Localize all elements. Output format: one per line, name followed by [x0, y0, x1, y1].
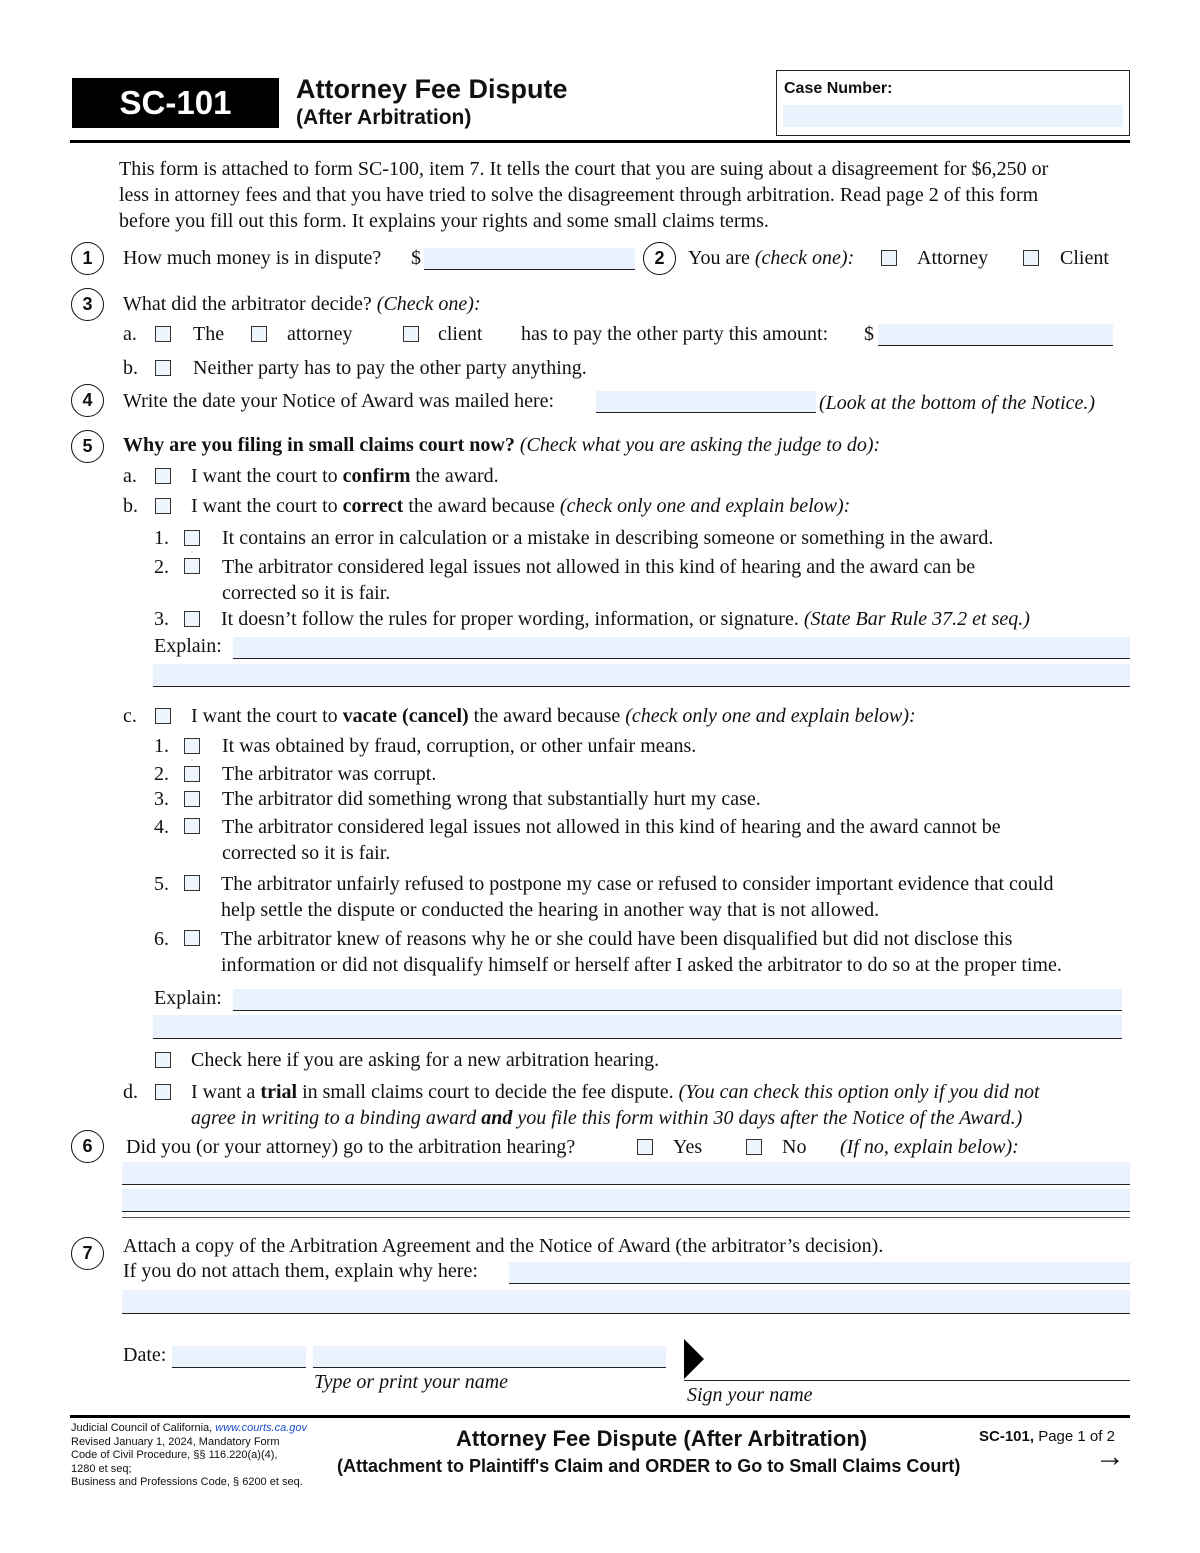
footer-title: Attorney Fee Dispute (After Arbitration) — [456, 1426, 868, 1451]
item-3-number: 3 — [71, 288, 104, 321]
hearing-no-label: No — [782, 1136, 807, 1158]
b-explain-label: Explain: — [154, 635, 222, 657]
item-6-number: 6 — [71, 1130, 104, 1163]
print-name-field[interactable] — [313, 1346, 666, 1368]
item-4-question: Write the date your Notice of Award was mailed here: — [123, 390, 555, 412]
intro-line-2: less in attorney fees and that you have tried to solve the disagreement through arbitration. Read page 2 of this form — [119, 184, 1039, 206]
case-number-label: Case Number: — [784, 80, 893, 97]
next-page-arrow-icon[interactable]: → — [1095, 1440, 1125, 1473]
item-5d-hint-line2 — [191, 1106, 1022, 1130]
item-3b-text: Neither party has to pay the other party anything. — [193, 357, 587, 379]
c4-number: 4. — [154, 816, 169, 838]
c5-text-line1: The arbitrator unfairly refused to postpone my case or refused to consider important evidence that could — [221, 873, 1054, 895]
hearing-yes-checkbox[interactable] — [637, 1139, 653, 1155]
client-checkbox[interactable] — [1023, 250, 1039, 266]
c-explain-label: Explain: — [154, 987, 222, 1009]
item-1-number: 1 — [71, 242, 104, 275]
case-number-field[interactable] — [783, 105, 1123, 127]
item-5c-letter: c. — [123, 705, 137, 727]
footer-council: Judicial Council of California, — [71, 1422, 213, 1434]
hearing-explain-field-2[interactable] — [122, 1189, 1130, 1212]
c2-text: The arbitrator was corrupt. — [222, 763, 437, 785]
c2-number: 2. — [154, 763, 169, 785]
item-5-text: Why are you filing in small claims court now? — [123, 434, 515, 456]
b3-hint: (State Bar Rule 37.2 et seq.) — [803, 608, 1030, 630]
c-explain-field-2[interactable] — [153, 1015, 1122, 1039]
intro-line-3: before you fill out this form. It explains your rights and some small claims terms. — [119, 210, 769, 232]
b3-number: 3. — [154, 608, 169, 630]
item-5d-hint-1: (You can check this option only if you did not — [678, 1081, 1040, 1103]
footer-council-line — [71, 1422, 307, 1436]
form-id: SC-101 — [119, 84, 232, 121]
item-5-hint: (Check what you are asking the judge to do): — [519, 434, 881, 456]
date-label: Date: — [123, 1344, 167, 1366]
item-3a-checkbox[interactable] — [155, 326, 171, 342]
b1-text: It contains an error in calculation or a mistake in describing someone or something in the award. — [222, 527, 994, 549]
footer-code-2: 1280 et seq; — [71, 1462, 132, 1475]
c4-text-line1: The arbitrator considered legal issues not allowed in this kind of hearing and the award cannot be — [222, 816, 1001, 838]
item-3-text: What did the arbitrator decide? — [123, 293, 372, 315]
item-5a-text — [191, 464, 499, 488]
attorney-label: Attorney — [917, 247, 989, 269]
item-5b-pre: I want the court to — [191, 495, 338, 517]
item-5c-bold: vacate (cancel) — [342, 705, 469, 727]
vacate-award-checkbox[interactable] — [155, 708, 171, 724]
item-5d-text — [191, 1080, 1040, 1104]
c5-checkbox[interactable] — [184, 875, 200, 891]
footer-revised: Revised January 1, 2024, Mandatory Form — [71, 1435, 280, 1448]
item-4-number: 4 — [71, 384, 104, 417]
b2-text-line2: corrected so it is fair. — [222, 582, 391, 604]
intro-line-1: This form is attached to form SC-100, item 7. It tells the court that you are suing about a disagreement for $6,250 or — [119, 158, 1049, 180]
print-name-caption: Type or print your name — [314, 1371, 509, 1393]
header-rule — [70, 140, 1130, 143]
hearing-yes-label: Yes — [673, 1136, 703, 1158]
c6-checkbox[interactable] — [184, 930, 200, 946]
item-5b-letter: b. — [123, 495, 138, 517]
item-1-question: How much money is in dispute? — [123, 247, 382, 269]
c3-text: The arbitrator did something wrong that substantially hurt my case. — [222, 788, 761, 810]
footer-website-link[interactable]: www.courts.ca.gov — [215, 1422, 307, 1434]
item-6-hint: (If no, explain below): — [840, 1136, 1019, 1158]
form-id-badge — [72, 78, 279, 128]
item-3-hint: (Check one): — [376, 293, 481, 315]
b1-checkbox[interactable] — [184, 530, 200, 546]
no-attach-explain-field-1[interactable] — [509, 1262, 1130, 1284]
date-field[interactable] — [172, 1346, 306, 1368]
item-5d-bold: trial — [260, 1081, 298, 1103]
confirm-award-checkbox[interactable] — [155, 468, 171, 484]
c3-number: 3. — [154, 788, 169, 810]
item-5d-hint-2b: and — [481, 1107, 513, 1129]
item-5a-post: the award. — [415, 465, 499, 487]
sign-name-caption: Sign your name — [687, 1384, 813, 1406]
item-3a-attorney-checkbox[interactable] — [251, 326, 267, 342]
item-5-question — [123, 433, 880, 457]
item-3-question — [123, 292, 481, 316]
footer-rule — [70, 1415, 1130, 1418]
attorney-checkbox[interactable] — [881, 250, 897, 266]
item-5a-bold: confirm — [342, 465, 411, 487]
case-number-box — [776, 70, 1130, 136]
b3-body: It doesn’t follow the rules for proper wording, information, or signature. — [221, 608, 799, 630]
item-3a-client-checkbox[interactable] — [403, 326, 419, 342]
trial-checkbox[interactable] — [155, 1084, 171, 1100]
c4-checkbox[interactable] — [184, 818, 200, 834]
client-label: Client — [1060, 247, 1109, 269]
hearing-no-checkbox[interactable] — [746, 1139, 762, 1155]
footer-code-1: Code of Civil Procedure, §§ 116.220(a)(4), — [71, 1449, 278, 1461]
item-5d-hint-2c: you file this form within 30 days after the Notice of the Award.) — [517, 1107, 1023, 1129]
item-5a-letter: a. — [123, 465, 137, 487]
c-explain-field-1[interactable] — [233, 989, 1122, 1011]
item-3a-letter: a. — [123, 323, 137, 345]
footer-page-number: Page 1 of 2 — [1038, 1428, 1115, 1445]
correct-award-checkbox[interactable] — [155, 498, 171, 514]
new-hearing-checkbox[interactable] — [155, 1052, 171, 1068]
b1-number: 1. — [154, 527, 169, 549]
dispute-amount-field[interactable] — [424, 248, 635, 270]
b2-text-line1: The arbitrator considered legal issues not allowed in this kind of hearing and the award can be — [222, 556, 976, 578]
b3-text — [221, 607, 1030, 631]
item-5-number: 5 — [71, 430, 104, 463]
item-7-line1: Attach a copy of the Arbitration Agreement and the Notice of Award (the arbitrator’s decision). — [123, 1235, 884, 1257]
c5-text-line2: help settle the dispute or conducted the hearing in another way that is not allowed. — [221, 899, 880, 921]
item-6-question: Did you (or your attorney) go to the arbitration hearing? — [126, 1136, 576, 1158]
hearing-explain-field-1[interactable] — [122, 1162, 1130, 1185]
footer-code-3: Business and Professions Code, § 6200 et seq. — [71, 1476, 303, 1488]
form-subtitle: (After Arbitration) — [296, 106, 472, 129]
item-5b-text — [191, 494, 850, 518]
item-2-question — [688, 246, 854, 270]
award-amount-field[interactable] — [878, 324, 1113, 346]
signature-line[interactable] — [684, 1343, 1130, 1381]
c6-text-line2: information or did not disqualify himself or herself after I asked the arbitrator to do so at the proper time. — [221, 954, 1062, 976]
footer-subtitle: (Attachment to Plaintiff's Claim and ORDER to Go to Small Claims Court) — [337, 1456, 961, 1476]
item-5c-pre: I want the court to — [191, 705, 338, 727]
c2-checkbox[interactable] — [184, 766, 200, 782]
item-5d-letter: d. — [123, 1081, 138, 1103]
b-explain-field-2[interactable] — [153, 664, 1130, 687]
item-5a-pre: I want the court to — [191, 465, 338, 487]
item-7-number: 7 — [71, 1237, 104, 1270]
item-5c-text — [191, 704, 916, 728]
item-3a-client-label: client — [438, 323, 483, 345]
item-3a-dollar: $ — [864, 323, 874, 345]
c4-text-line2: corrected so it is fair. — [222, 842, 391, 864]
item-5b-post: the award because — [408, 495, 555, 517]
new-hearing-text: Check here if you are asking for a new arbitration hearing. — [191, 1049, 660, 1071]
item-3b-checkbox[interactable] — [155, 360, 171, 376]
footer-citation — [71, 1422, 307, 1490]
form-title: Attorney Fee Dispute — [296, 74, 568, 104]
item-1-dollar: $ — [411, 247, 421, 269]
c5-number: 5. — [154, 873, 169, 895]
item-6-bottom-rule — [122, 1217, 1130, 1218]
item-5b-hint: (check only one and explain below): — [559, 495, 851, 517]
c1-checkbox[interactable] — [184, 738, 200, 754]
b2-number: 2. — [154, 556, 169, 578]
c1-number: 1. — [154, 735, 169, 757]
b3-checkbox[interactable] — [184, 611, 200, 627]
item-5c-post: the award because — [473, 705, 621, 727]
item-2-text: You are — [688, 247, 750, 269]
item-5c-hint: (check only one and explain below): — [625, 705, 916, 727]
item-3b-letter: b. — [123, 357, 138, 379]
c3-checkbox[interactable] — [184, 791, 200, 807]
item-5d-post: in small claims court to decide the fee dispute. — [302, 1081, 674, 1103]
footer-form-id: SC-101, — [979, 1428, 1035, 1445]
no-attach-explain-field-2[interactable] — [122, 1290, 1130, 1314]
item-3a-rest: has to pay the other party this amount: — [521, 323, 829, 345]
item-2-number: 2 — [643, 242, 676, 275]
b2-checkbox[interactable] — [184, 558, 200, 574]
b-explain-field-1[interactable] — [233, 637, 1130, 659]
c6-number: 6. — [154, 928, 169, 950]
item-5d-hint-2a: agree in writing to a binding award — [191, 1107, 477, 1129]
item-5d-pre: I want a — [191, 1081, 256, 1103]
item-5b-bold: correct — [342, 495, 404, 517]
item-4-hint: (Look at the bottom of the Notice.) — [819, 392, 1096, 414]
item-3a-attorney-label: attorney — [287, 323, 353, 345]
item-2-hint: (check one): — [754, 247, 855, 269]
c6-text-line1: The arbitrator knew of reasons why he or she could have been disqualified but did not disclose this — [221, 928, 1013, 950]
c1-text: It was obtained by fraud, corruption, or other unfair means. — [222, 735, 697, 757]
item-3a-the: The — [193, 323, 225, 345]
notice-date-field[interactable] — [596, 391, 816, 413]
item-7-line2: If you do not attach them, explain why here: — [123, 1260, 478, 1282]
